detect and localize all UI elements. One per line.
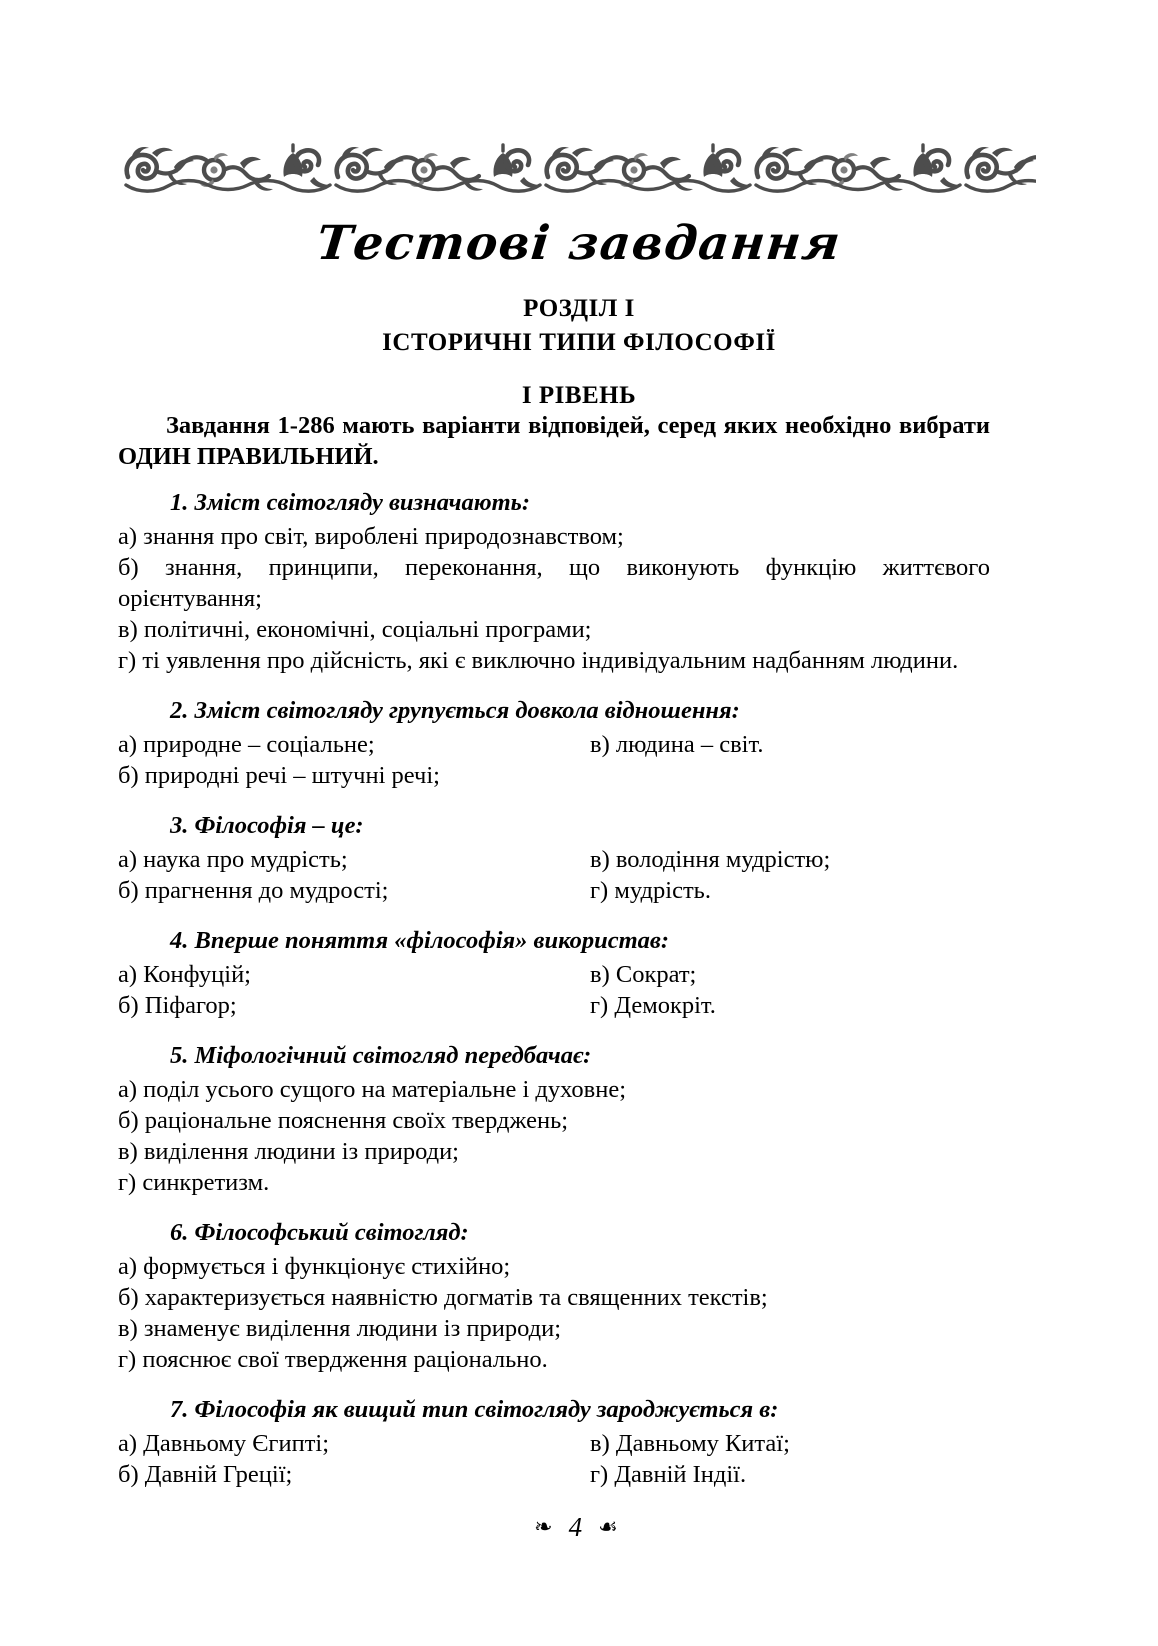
page-footer (0, 1512, 1158, 1543)
option-a[interactable]: а) природне – соціальне; (118, 731, 375, 758)
instructions-line-2: вибрати ОДИН ПРАВИЛЬНИЙ. (118, 412, 990, 470)
scrollwork-ornament-icon (122, 143, 1036, 199)
option-row (118, 1459, 990, 1490)
instructions-line-1: Завдання 1-286 мають варіанти відповідей, серед яких необхідно (166, 412, 892, 439)
level-heading: І РІВЕНЬ (521, 382, 637, 409)
body-content (118, 410, 990, 1490)
option-b[interactable]: б) знання, принципи, переконання, що виконують функцію життєвого орієнтування; (118, 554, 990, 612)
instructions-paragraph (118, 410, 990, 472)
option-v[interactable]: в) Давньому Китаї; (590, 1430, 790, 1457)
option-a[interactable]: а) Давньому Єгипті; (118, 1430, 330, 1457)
question-3 (118, 809, 990, 906)
option-v[interactable]: в) Сократ; (590, 961, 697, 988)
option-v[interactable]: в) людина – світ. (590, 731, 764, 758)
question-title: 7. Філософія як вищий тип світогляду зароджується в: (170, 1396, 779, 1423)
option-row (118, 875, 990, 906)
option-a[interactable]: а) знання про світ, вироблені природознавством; (118, 523, 624, 550)
option-v[interactable]: в) володіння мудрістю; (590, 846, 831, 873)
option-g[interactable]: г) Давній Індії. (590, 1461, 747, 1488)
option-g[interactable]: г) синкретизм. (118, 1169, 270, 1196)
option-v[interactable]: в) знаменує виділення людини із природи; (118, 1315, 562, 1342)
question-title: 4. Вперше поняття «філософія» використав: (170, 927, 669, 954)
option-row (118, 844, 990, 875)
question-5 (118, 1039, 990, 1198)
question-6 (118, 1216, 990, 1375)
chapter-heading: РОЗДІЛ І (523, 295, 635, 322)
option-b[interactable]: б) характеризується наявністю догматів та священних текстів; (118, 1284, 768, 1311)
left-fleuron-icon: ❧ (534, 1514, 559, 1539)
option-a[interactable]: а) поділ усього сущого на матеріальне і духовне; (118, 1076, 627, 1103)
page-number: 4 (568, 1512, 589, 1542)
question-title: 3. Філософія – це: (170, 812, 364, 839)
question-2 (118, 694, 990, 791)
option-b[interactable]: б) Піфагор; (118, 992, 237, 1019)
option-a[interactable]: а) Конфуцій; (118, 961, 251, 988)
chapter-subtitle: ІСТОРИЧНІ ТИПИ ФІЛОСОФІЇ (382, 329, 776, 356)
option-a[interactable]: а) формується і функціонує стихійно; (118, 1253, 511, 1280)
option-g[interactable]: г) Демокріт. (590, 992, 716, 1019)
option-b[interactable]: б) природні речі – штучні речі; (118, 762, 440, 789)
question-4 (118, 924, 990, 1021)
option-row (118, 990, 990, 1021)
question-title: 6. Філософський світогляд: (170, 1219, 469, 1246)
option-row (118, 959, 990, 990)
option-g[interactable]: г) мудрість. (590, 877, 711, 904)
option-row (118, 729, 990, 760)
option-v[interactable]: в) політичні, економічні, соціальні програми; (118, 616, 592, 643)
question-title: 1. Зміст світогляду визначають: (170, 489, 531, 516)
right-fleuron-icon: ☙ (598, 1514, 624, 1539)
question-1 (118, 486, 990, 676)
option-a[interactable]: а) наука про мудрість; (118, 846, 348, 873)
option-g[interactable]: г) пояснює свої твердження раціонально. (118, 1346, 548, 1373)
question-title: 5. Міфологічний світогляд передбачає: (170, 1042, 592, 1069)
option-row (118, 1428, 990, 1459)
option-g[interactable]: г) ті уявлення про дійсність, які є виключно індивідуальним надбанням людини. (118, 647, 959, 674)
section-heading-block (0, 292, 1158, 410)
page-title: Тестові завдання (314, 216, 844, 271)
option-b[interactable]: б) раціональне пояснення своїх тверджень; (118, 1107, 569, 1134)
option-b[interactable]: б) Давній Греції; (118, 1461, 293, 1488)
question-title: 2. Зміст світогляду групується довкола відношення: (170, 697, 740, 724)
ornamental-header-band (122, 143, 1036, 199)
option-b[interactable]: б) прагнення до мудрості; (118, 877, 389, 904)
option-empty (590, 760, 990, 791)
option-v[interactable]: в) виділення людини із природи; (118, 1138, 459, 1165)
option-row (118, 760, 990, 791)
question-7 (118, 1393, 990, 1490)
